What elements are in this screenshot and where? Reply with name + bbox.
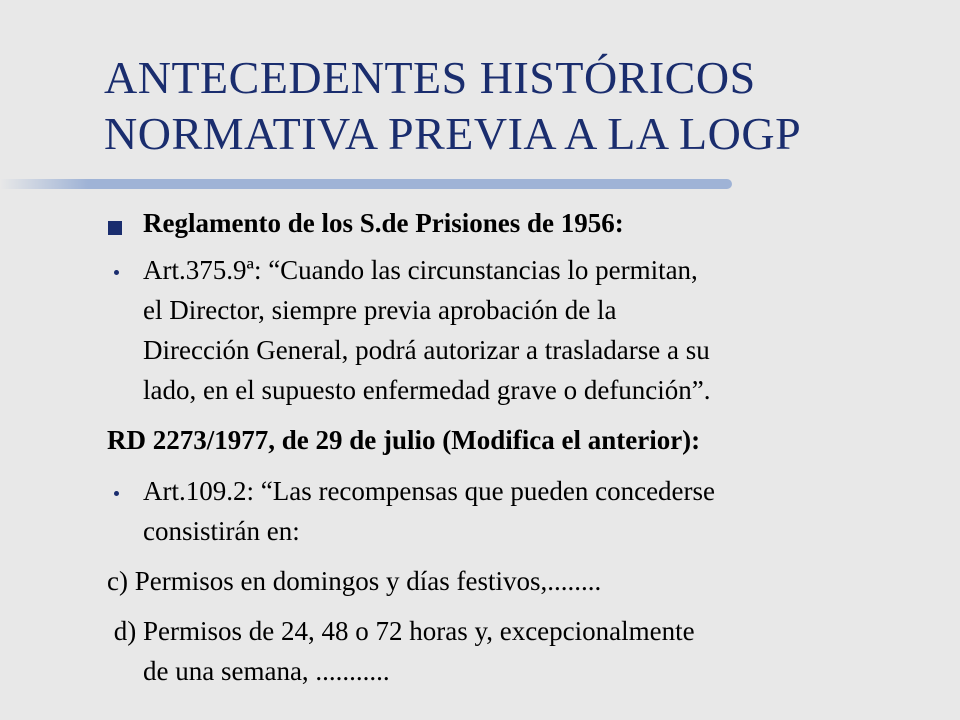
heading-rd-2273-1977: RD 2273/1977, de 29 de julio (Modifica el anterior): [107, 425, 701, 455]
item-d-line-1: d) Permisos de 24, 48 o 72 horas y, excepcionalmente [107, 616, 695, 646]
dot-bullet-icon [114, 270, 119, 275]
title-line-1: ANTECEDENTES HISTÓRICOS [104, 52, 756, 103]
art375-line-1: Art.375.9ª: “Cuando las circunstancias lo permitan, [143, 255, 698, 285]
title-line-2: NORMATIVA PREVIA A LA LOGP [104, 108, 802, 159]
item-d-line-2: de una semana, ........... [143, 656, 390, 686]
art375-line-2: el Director, siempre previa aprobación de la [143, 295, 617, 325]
item-c-domingos: c) Permisos en domingos y días festivos,........ [107, 566, 602, 596]
art375-line-4: lado, en el supuesto enfermedad grave o defunción”. [143, 375, 711, 405]
art109-line-2: consistirán en: [143, 516, 300, 546]
art109-line-1: Art.109.2: “Las recompensas que pueden concederse [143, 476, 716, 506]
dot-bullet-icon [114, 491, 119, 496]
art375-line-3: Dirección General, podrá autorizar a trasladarse a su [143, 335, 710, 365]
square-bullet-icon [108, 221, 122, 235]
heading-reglamento-1956: Reglamento de los S.de Prisiones de 1956: [143, 208, 624, 238]
